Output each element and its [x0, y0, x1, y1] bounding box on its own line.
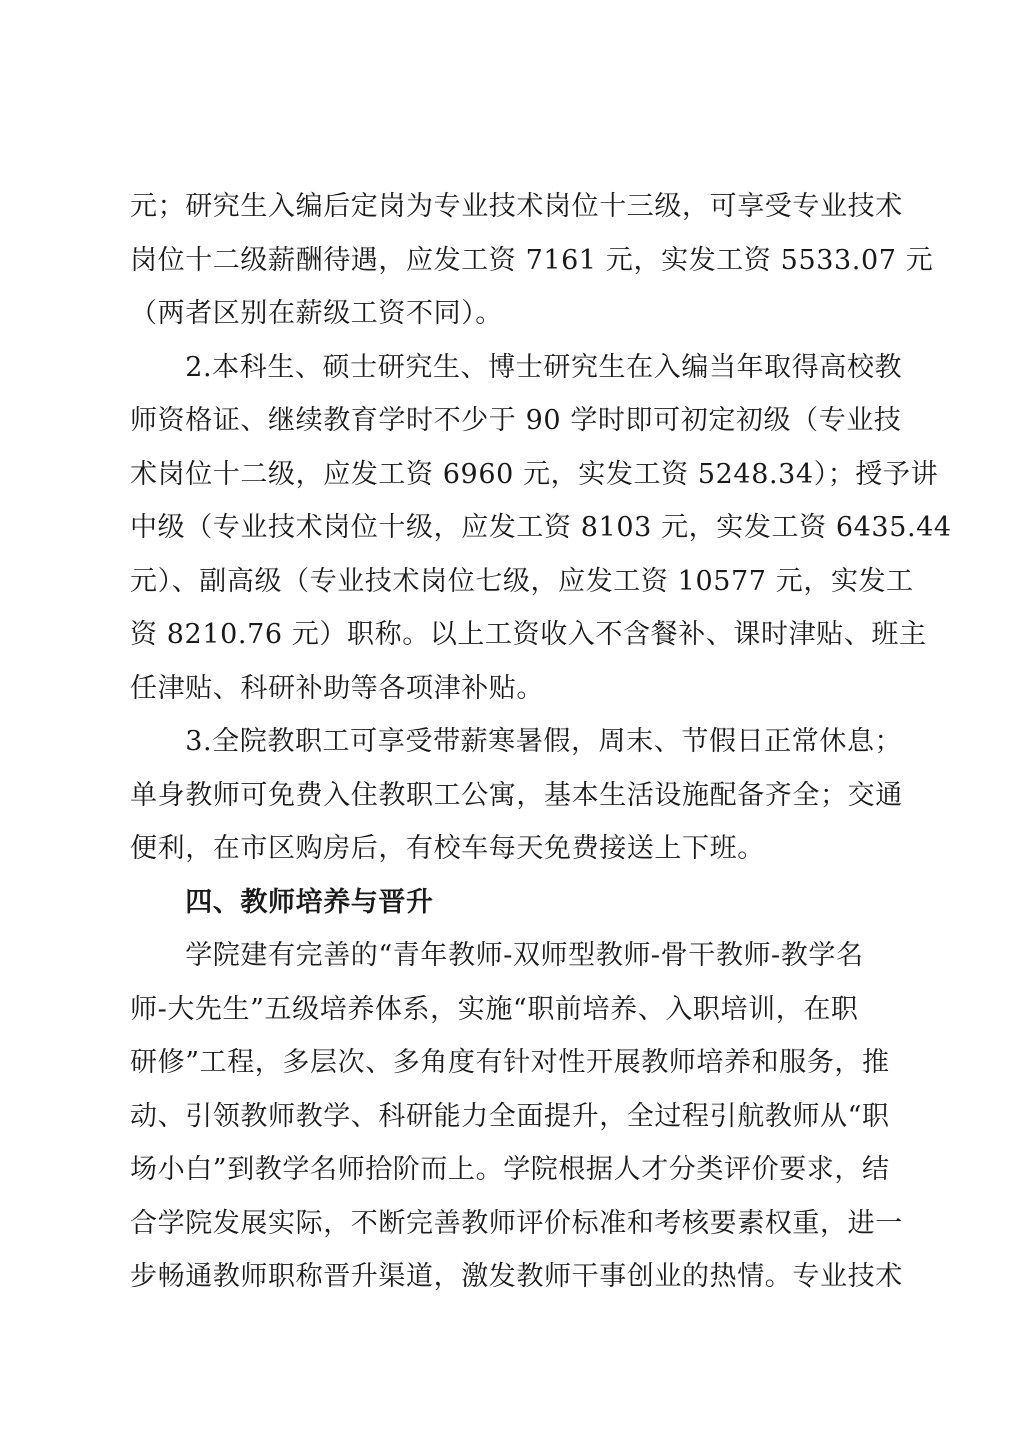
text-line: 动、引领教师教学、科研能力全面提升，全过程引航教师从“职 [130, 1100, 890, 1132]
text-line: 步畅通教师职称晋升渠道，激发教师干事创业的热情。专业技术 [130, 1261, 903, 1292]
text-line: 2.本科生、硕士研究生、博士研究生在入编当年取得高校教 [130, 351, 903, 383]
text-line: 学院建有完善的“青年教师-双师型教师-骨干教师-教学名 [130, 940, 864, 971]
text-line: 研修”工程，多层次、多角度有针对性开展教师培养和服务，推 [130, 1047, 890, 1078]
text-line: 合学院发展实际，不断完善教师评价标准和考核要素权重，进一 [130, 1207, 903, 1239]
paragraph-teacher-development [130, 929, 903, 1304]
paragraph-item-2 [130, 341, 952, 716]
text-line: 场小白”到教学名师拾阶而上。学院根据人才分类评价要求，结 [130, 1154, 890, 1185]
text-line: 3.全院教职工可享受带薪寒暑假，周末、节假日正常休息； [130, 726, 903, 757]
text-line: 元；研究生入编后定岗为专业技术岗位十三级，可享受专业技术 [130, 191, 903, 222]
paragraph-item-3 [130, 715, 903, 876]
document-body [130, 180, 952, 1304]
text-line: 师资格证、继续教育学时不少于 90 学时即可初定初级（专业技 [130, 405, 902, 436]
text-line: 岗位十二级薪酬待遇，应发工资 7161 元，实发工资 5533.07 元 [130, 244, 934, 276]
text-line: 单身教师可免费入住教职工公寓，基本生活设施配备齐全；交通 [130, 779, 903, 811]
text-line: 师-大先生”五级培养体系，实施“职前培养、入职培训，在职 [130, 993, 859, 1025]
text-line: 中级（专业技术岗位十级，应发工资 8103 元，实发工资 6435.44 [130, 512, 952, 543]
text-line: 元）、副高级（专业技术岗位七级，应发工资 10577 元，实发工 [130, 565, 914, 597]
section-heading: 四、教师培养与晋升 [130, 886, 434, 918]
text-line: 便利，在市区购房后，有校车每天免费接送上下班。 [130, 833, 765, 864]
text-line: 任津贴、科研补助等各项津补贴。 [130, 672, 544, 704]
text-line: 资 8210.76 元）职称。以上工资收入不含餐补、课时津贴、班主 [130, 619, 927, 650]
paragraph-salary-continued [130, 180, 934, 341]
text-line: 术岗位十二级，应发工资 6960 元，实发工资 5248.34）；授予讲 [130, 458, 939, 490]
text-line: （两者区别在薪级工资不同）。 [130, 298, 503, 329]
